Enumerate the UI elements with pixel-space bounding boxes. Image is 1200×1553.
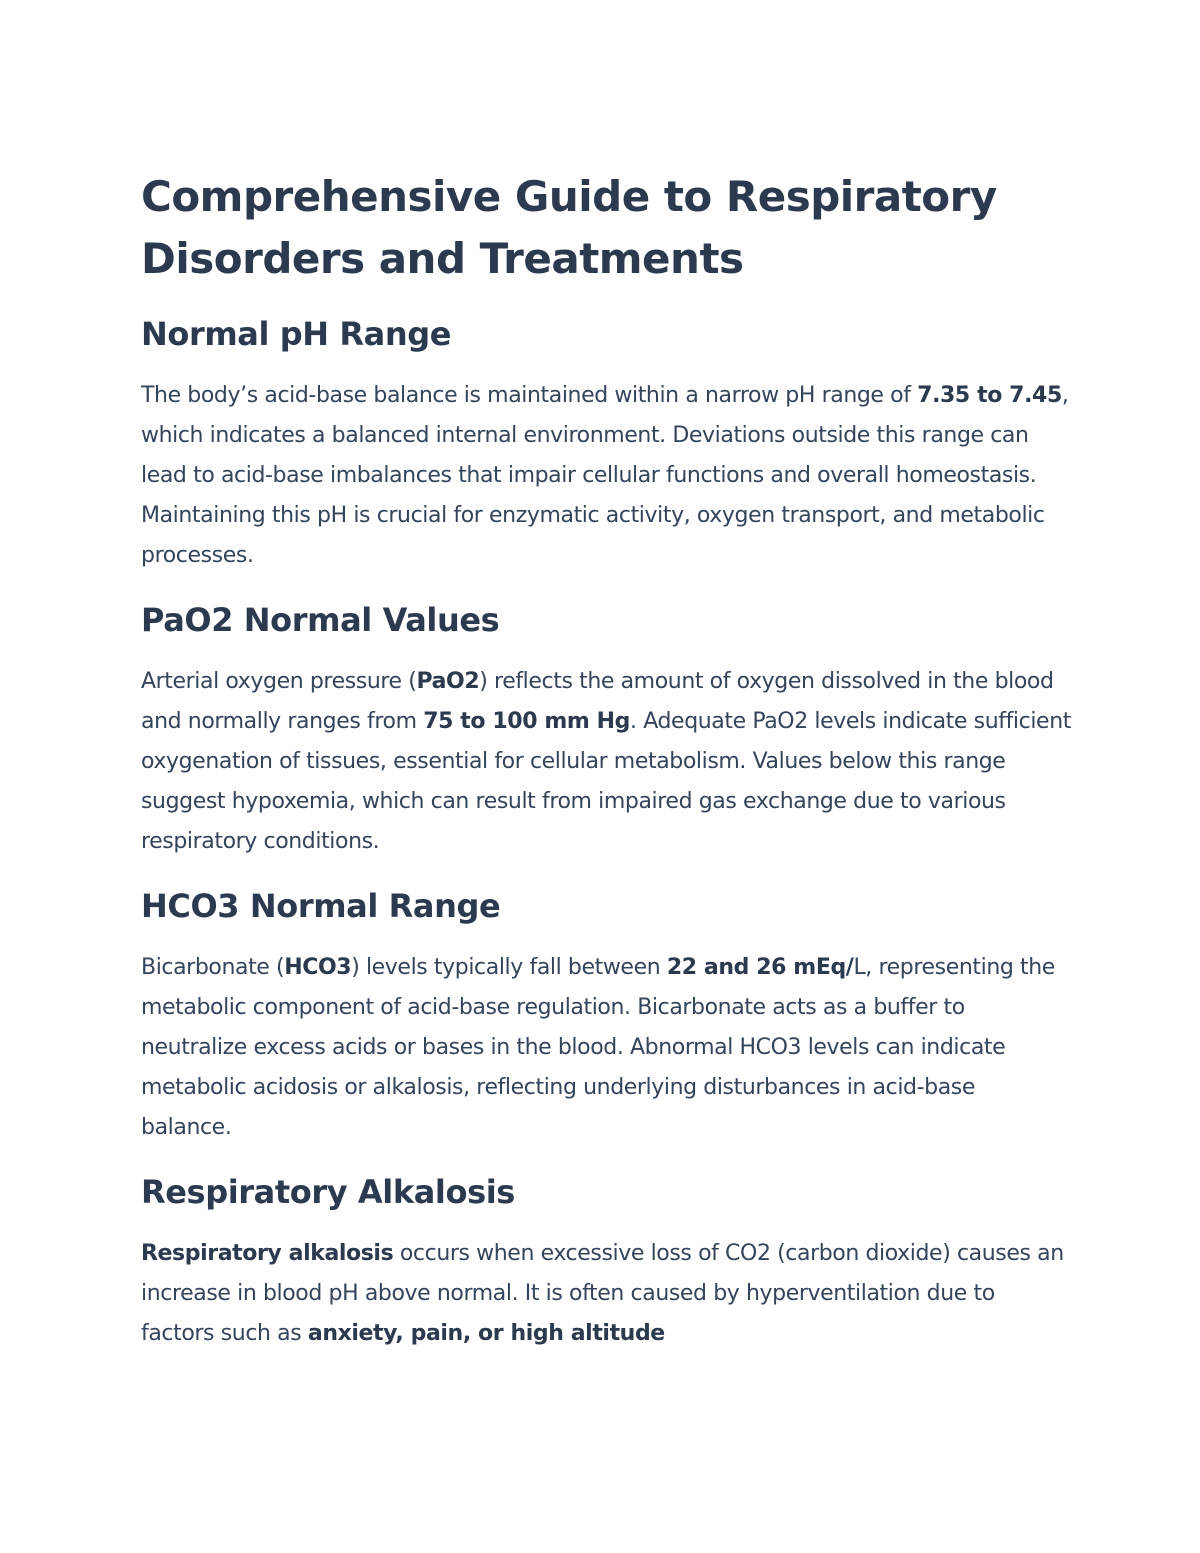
text-run: . Adequate PaO2 levels indicate sufficient oxygenation of tissues, essential for cellular metabolism. Values below this range suggest hypoxemia, which can result from impaired gas exchange due to various respiratory conditions. [141,709,1071,854]
bold-text: anxiety, pain, or high altitude [307,1321,665,1346]
bold-text: HCO3 [284,955,352,980]
text-run: Bicarbonate ( [141,955,285,980]
bold-text: Respiratory alkalosis [141,1241,394,1266]
section-paragraph [141,948,1071,1148]
section-heading: HCO3 Normal Range [141,887,501,925]
bold-text: 22 and 26 mEq/ [666,955,854,980]
text-run: ) reflects the amount of oxygen dissolved in the blood and normally ranges from [141,669,1054,734]
document-title: Comprehensive Guide to Respiratory Disorders and Treatments [141,172,997,283]
bold-text: 7.35 to 7.45 [917,383,1062,408]
section-hco3-normal-range [141,884,1071,1148]
section-paragraph [141,376,1071,576]
section-respiratory-alkalosis [141,1170,1071,1354]
section-paragraph [141,662,1071,862]
section-paragraph [141,1234,1071,1354]
text-run: The body’s acid-base balance is maintained within a narrow pH range of [141,383,918,408]
bold-text: PaO2 [416,669,480,694]
text-run: occurs when excessive loss of CO2 (carbon dioxide) causes an increase in blood pH above normal. It is often caused by hyperventilation due to factors such as [141,1241,1064,1346]
section-pao2-normal-values [141,598,1071,862]
section-heading: PaO2 Normal Values [141,601,500,639]
document-page [141,166,1071,1376]
text-run: Arterial oxygen pressure ( [141,669,417,694]
bold-text: 75 to 100 mm Hg [423,709,631,734]
text-run: L, representing the metabolic component of acid-base regulation. Bicarbonate acts as a buffer to neutralize excess acids or bases in the blood. Abnormal HCO3 levels can indicate metabolic acidosis or alkalosis, reflecting underlying disturbances in acid-base balance. [141,955,1055,1140]
text-run: , which indicates a balanced internal environment. Deviations outside this range can lead to acid-base imbalances that impair cellular functions and overall homeostasis. Maintaining this pH is crucial for enzymatic activity, oxygen transport, and metabolic processes. [141,383,1069,568]
section-heading: Respiratory Alkalosis [141,1173,515,1211]
section-heading: Normal pH Range [141,315,452,353]
text-run: ) levels typically fall between [351,955,667,980]
section-normal-ph-range [141,312,1071,576]
